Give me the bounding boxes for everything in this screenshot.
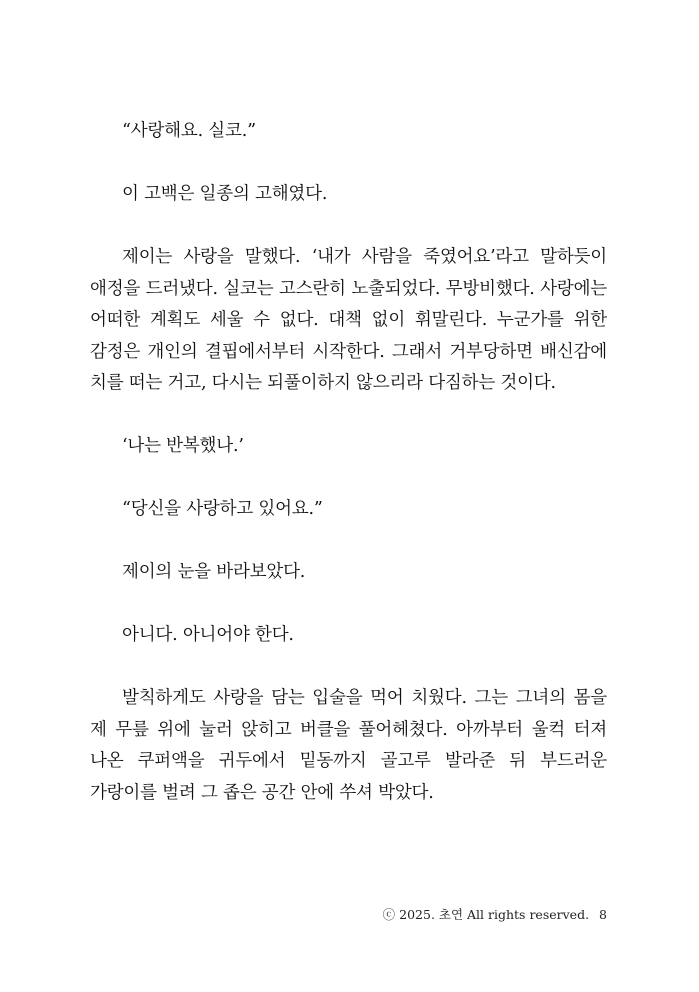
paragraph-5: “당신을 사랑하고 있어요.” [122,499,323,519]
paragraph-8: 발칙하게도 사랑을 담는 입술을 먹어 치웠다. 그는 그녀의 몸을 제 무릎 위에 눌러 앉히고 버클을 풀어헤쳤다. 아까부터 울컥 터져 나온 쿠퍼액을 귀두에서 밑동까지 골고루 발라준 뒤 부드러운 가랑이를 벌려 그 좁은 공간 안에 쑤셔 박았다. [90,688,607,803]
paragraph-6: 제이의 눈을 바라보았다. [122,562,306,582]
paragraph-gap [90,211,607,243]
page-number: 8 [599,907,607,922]
paragraph-gap [90,589,607,621]
paragraph-gap [90,400,607,432]
paragraph-gap [90,652,607,684]
paragraph-gap [90,526,607,558]
paragraph-4: ‘나는 반복했나.’ [122,436,244,456]
paragraph-gap [90,463,607,495]
body-text [90,116,607,809]
paragraph-1: “사랑해요. 실코.” [122,121,256,141]
paragraph-3: 제이는 사랑을 말했다. ‘내가 사람을 죽였어요’라고 말하듯이 애정을 드러냈다. 실코는 고스란히 노출되었다. 무방비했다. 사랑에는 어떠한 계획도 세울 수 없다. 대책 없이 휘말린다. 누군가를 위한 감정은 개인의 결핍에서부터 시작한다. 그래서 거부당하면 배신감에 치를 떠는 거고, 다시는 되풀이하지 않으리라 다짐하는 것이다. [90,247,607,393]
page-footer [383,905,607,923]
paragraph-7: 아니다. 아니어야 한다. [122,625,294,645]
paragraph-2: 이 고백은 일종의 고해였다. [122,184,328,204]
copyright-notice: ⓒ 2025. 초연 All rights reserved. [382,907,590,922]
paragraph-gap [90,148,607,180]
